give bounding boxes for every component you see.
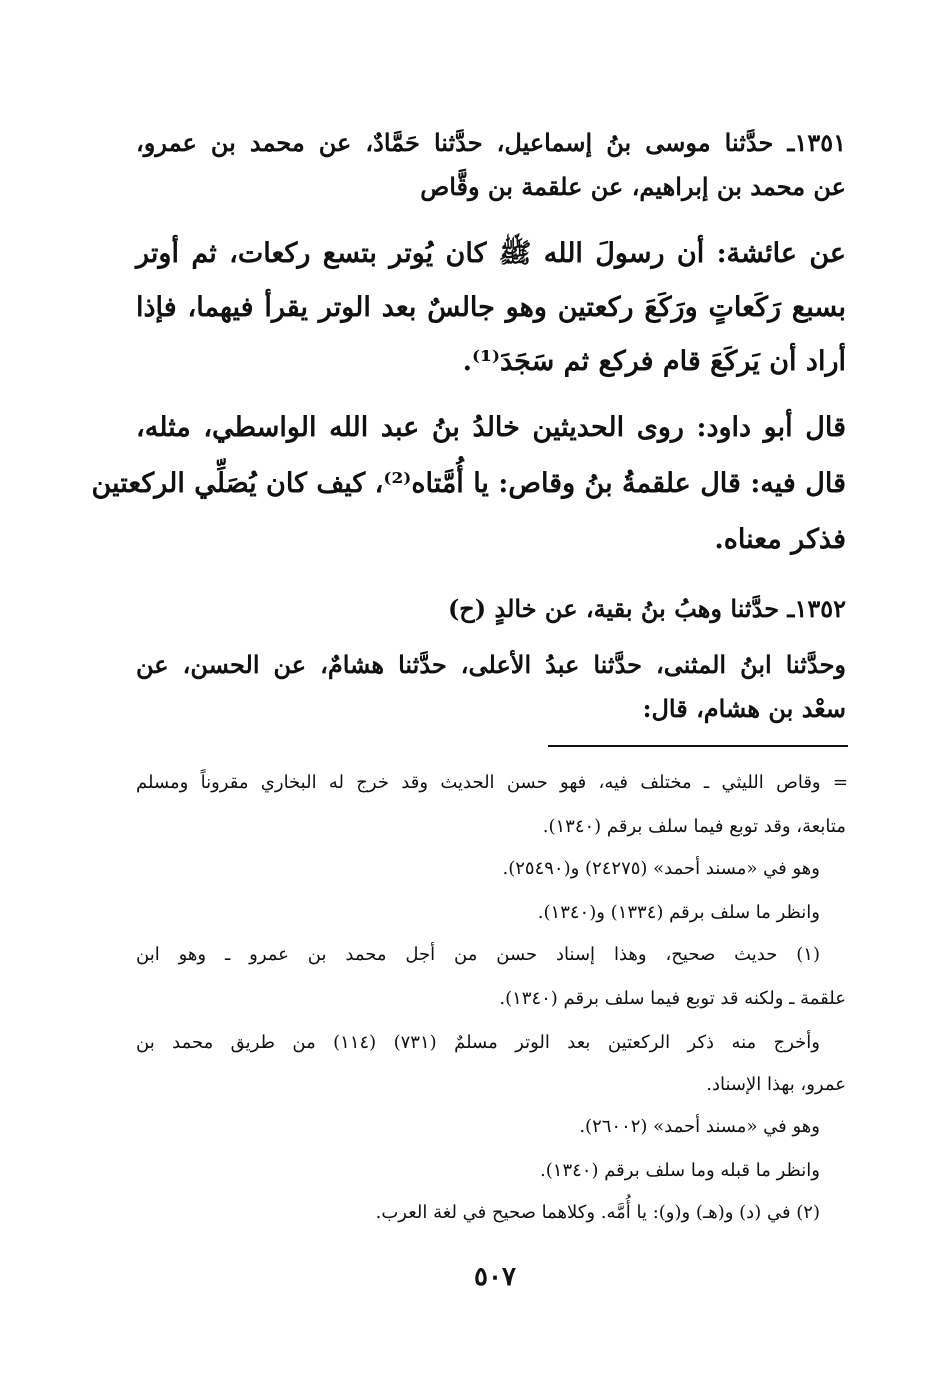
abu-dawud-line-3: فذكر معناه. — [714, 524, 846, 555]
footnote-1-line-1: (١) حديث صحيح، وهذا إسناد حسن من أجل محمد بن عمرو ـ وهو ابن — [136, 944, 820, 965]
matn-1351-line-3: أراد أن يَركَعَ قام فركع ثم سَجَدَ⁽¹⁾. — [462, 346, 846, 377]
abu-dawud-line-1: قال أبو داود: روى الحديثين خالدُ بنُ عبد الله الواسطي، مثله، — [136, 412, 846, 443]
footnote-2: (٢) في (د) و(هـ) و(و): يا أُمَّه. وكلاهما صحيح في لغة العرب. — [375, 1202, 820, 1223]
abu-dawud-line-2: قال فيه: قال علقمةُ بنُ وقاص: يا أُمَّتاه⁽²⁾، كيف كان يُصَلِّي الركعتين — [91, 468, 846, 499]
hadith-1352-line-3: سعْد بن هشام، قال: — [642, 694, 846, 723]
hadith-1351-line-1: ١٣٥١ـ حدَّثنا موسى بنُ إسماعيل، حدَّثنا حَمَّادٌ، عن محمد بن عمرو، — [136, 128, 846, 157]
matn-1351-line-2: بسبع رَكَعاتٍ ورَكَعَ ركعتين وهو جالسٌ بعد الوتر يقرأ فيهما، فإذا — [136, 292, 846, 323]
matn-1351-line-1: عن عائشة: أن رسولَ الله ﷺ كان يُوتر بتسع ركعات، ثم أوتر — [136, 238, 846, 269]
footnote-line: متابعة، وقد توبع فيما سلف برقم (١٣٤٠). — [542, 816, 846, 837]
footnote-1-line-2: علقمة ـ ولكنه قد توبع فيما سلف برقم (١٣٤٠). — [499, 988, 846, 1009]
footnote-line: وانظر ما قبله وما سلف برقم (١٣٤٠). — [540, 1160, 820, 1181]
footnote-line: وأخرج منه ذكر الركعتين بعد الوتر مسلمٌ (٧٣١) (١١٤) من طريق محمد بن — [136, 1032, 820, 1053]
footnote-line: وانظر ما سلف برقم (١٣٣٤) و(١٣٤٠). — [537, 902, 820, 923]
page-number: ٥٠٧ — [474, 1262, 516, 1292]
hadith-1352-line-1: ١٣٥٢ـ حدَّثنا وهبُ بنُ بقية، عن خالدٍ (ح) — [447, 594, 846, 623]
footnote-line: وهو في «مسند أحمد» (٢٦٠٠٢). — [579, 1116, 820, 1137]
hadith-1351-line-2: عن محمد بن إبراهيم، عن علقمة بن وقَّاص — [420, 172, 846, 201]
hadith-1352-line-2: وحدَّثنا ابنُ المثنى، حدَّثنا عبدُ الأعلى، حدَّثنا هشامٌ، عن الحسن، عن — [136, 650, 846, 679]
footnote-separator — [548, 745, 848, 747]
footnote-line: وهو في «مسند أحمد» (٢٤٢٧٥) و(٢٥٤٩٠). — [502, 858, 820, 879]
footnote-line: = وقاص الليثي ـ مختلف فيه، فهو حسن الحديث وقد خرج له البخاري مقروناً ومسلم — [136, 772, 848, 793]
footnote-line: عمرو، بهذا الإسناد. — [706, 1074, 846, 1095]
